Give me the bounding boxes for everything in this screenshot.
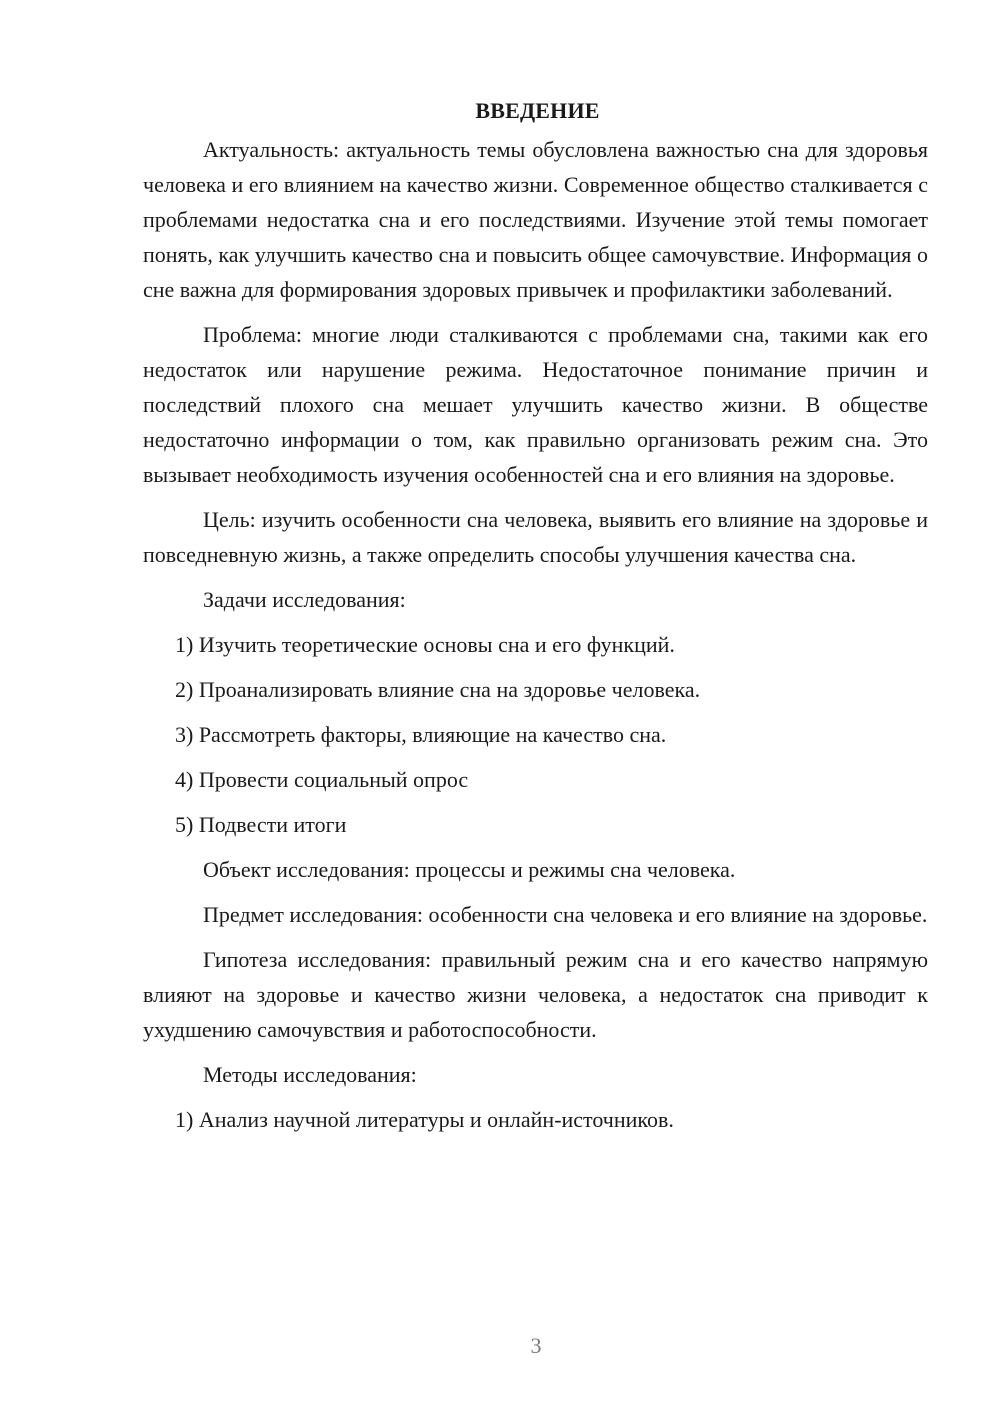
- page-number: 3: [530, 1333, 542, 1358]
- document-body: [143, 96, 928, 1137]
- object-paragraph: Объект исследования: процессы и режимы сна человека.: [203, 857, 736, 882]
- tasks-heading: Задачи исследования:: [203, 587, 406, 612]
- methods-heading: Методы исследования:: [203, 1062, 417, 1087]
- goal-paragraph: Цель: изучить особенности сна человека, выявить его влияние на здоровье и повседневную жизнь, а также определить способы улучшения качества сна.: [143, 507, 928, 567]
- subject-paragraph: Предмет исследования: особенности сна человека и его влияние на здоровье.: [203, 902, 928, 927]
- task-item: 2) Проанализировать влияние сна на здоровье человека.: [175, 677, 701, 702]
- method-item: 1) Анализ научной литературы и онлайн-источников.: [175, 1107, 674, 1132]
- task-item: 4) Провести социальный опрос: [175, 767, 469, 792]
- relevance-paragraph: Актуальность: актуальность темы обусловлена важностью сна для здоровья человека и его влиянием на качество жизни. Современное общество сталкивается с проблемами недостатка сна и его последствиями. Изучение этой темы помогает понять, как улучшить качество сна и повысить общее самочувствие. Информация о сне важна для формирования здоровых привычек и профилактики заболеваний.: [143, 137, 928, 302]
- problem-paragraph: Проблема: многие люди сталкиваются с проблемами сна, такими как его недостаток или нарушение режима. Недостаточное понимание причин и последствий плохого сна мешает улучшить качество жизни. В обществе недостаточно информации о том, как правильно организовать режим сна. Это вызывает необходимость изучения особенностей сна и его влияния на здоровье.: [143, 322, 928, 487]
- task-item: 1) Изучить теоретические основы сна и его функций.: [175, 632, 675, 657]
- document-title: ВВЕДЕНИЕ: [475, 98, 600, 123]
- hypothesis-paragraph: Гипотеза исследования: правильный режим сна и его качество напрямую влияют на здоровье и качество жизни человека, а недостаток сна приводит к ухудшению самочувствия и работоспособности.: [143, 947, 928, 1042]
- task-item: 3) Рассмотреть факторы, влияющие на качество сна.: [175, 722, 667, 747]
- task-item: 5) Подвести итоги: [175, 812, 347, 837]
